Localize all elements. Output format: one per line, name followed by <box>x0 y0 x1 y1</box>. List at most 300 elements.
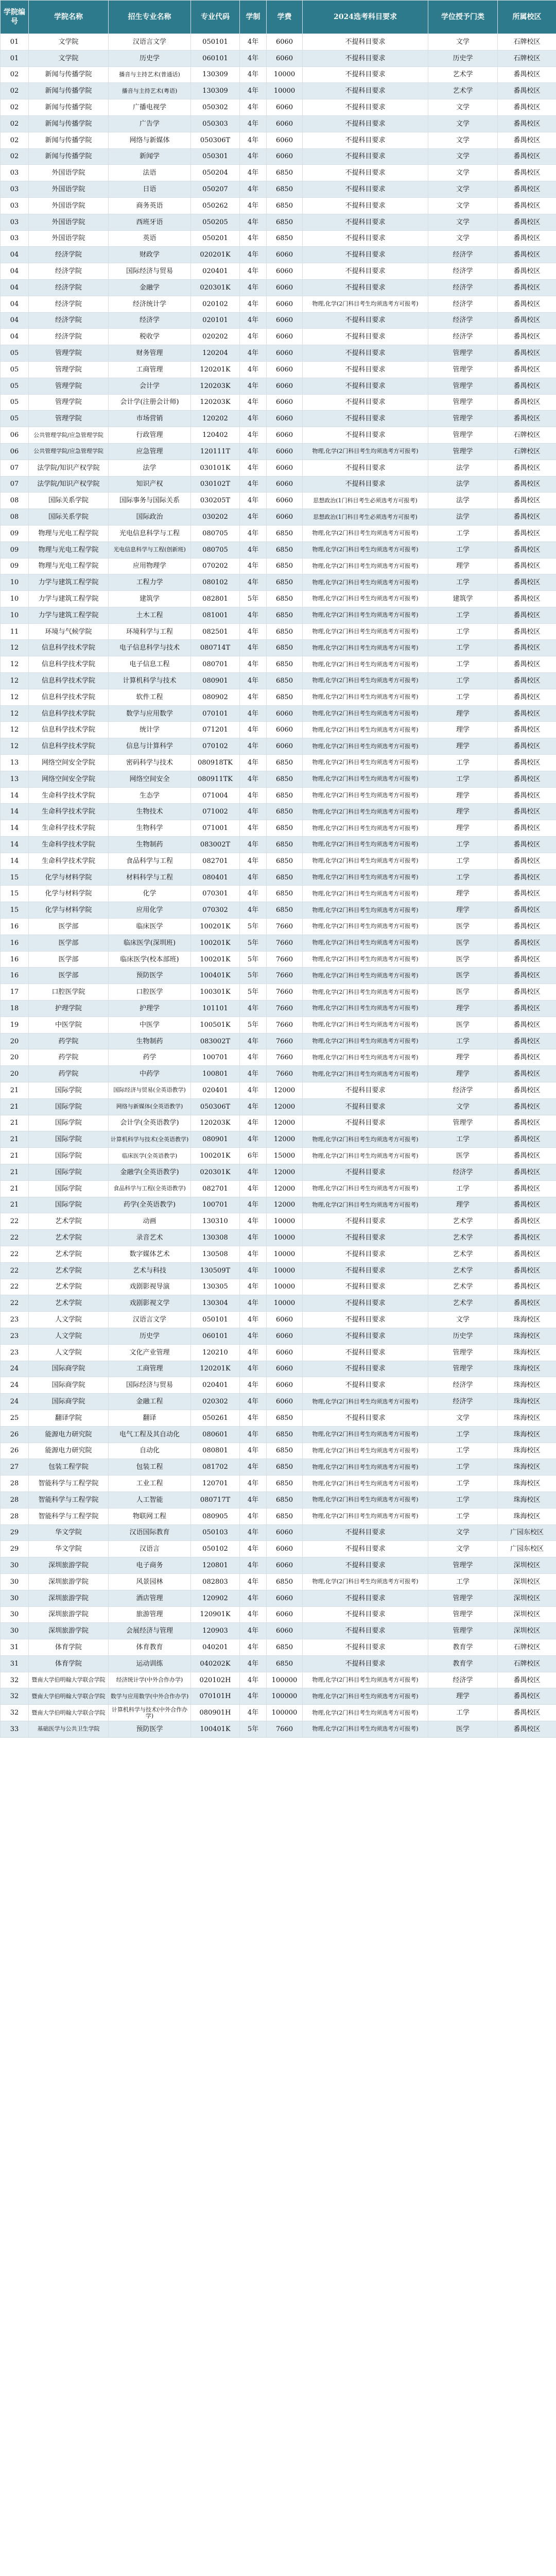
tuition-cell: 10000 <box>267 1262 303 1279</box>
college-name-cell: 药学院 <box>29 1066 109 1082</box>
degree-category-cell: 工学 <box>428 1131 498 1148</box>
major-code-cell: 130309 <box>191 66 240 83</box>
subject-requirement-cell: 物理,化学(2门科目考生均须选考方可报考) <box>303 755 428 771</box>
major-name-cell: 经济统计学 <box>109 296 191 312</box>
subject-requirement-cell: 物理,化学(2门科目考生均须选考方可报考) <box>303 574 428 591</box>
degree-category-cell: 经济学 <box>428 1377 498 1394</box>
tuition-cell: 6850 <box>267 1508 303 1524</box>
degree-category-cell: 经济学 <box>428 329 498 345</box>
major-code-cell: 100701 <box>191 1049 240 1066</box>
campus-cell: 番禺校区 <box>498 820 556 837</box>
table-row <box>1 1246 556 1262</box>
subject-requirement-cell: 物理,化学(2门科目考生均须选考方可报考) <box>303 1394 428 1410</box>
tuition-cell: 12000 <box>267 1180 303 1197</box>
campus-cell: 番禺校区 <box>498 1295 556 1312</box>
degree-category-cell: 工学 <box>428 1033 498 1049</box>
tuition-cell: 6060 <box>267 115 303 132</box>
tuition-cell: 6060 <box>267 50 303 66</box>
major-name-cell: 药学(全英语教学) <box>109 1197 191 1213</box>
degree-category-cell: 理学 <box>428 1066 498 1082</box>
table-row <box>1 869 556 886</box>
table-row <box>1 1557 556 1574</box>
degree-category-cell: 管理学 <box>428 1606 498 1623</box>
college-code-cell: 32 <box>1 1705 29 1721</box>
tuition-cell: 6060 <box>267 394 303 411</box>
tuition-cell: 6060 <box>267 1606 303 1623</box>
table-row <box>1 1476 556 1492</box>
college-name-cell: 外国语学院 <box>29 230 109 247</box>
degree-category-cell: 法学 <box>428 493 498 509</box>
subject-requirement-cell: 不提科目要求 <box>303 378 428 394</box>
major-code-cell: 081702 <box>191 1459 240 1476</box>
college-name-cell: 网络空间安全学院 <box>29 755 109 771</box>
table-row <box>1 755 556 771</box>
major-code-cell: 080705 <box>191 541 240 558</box>
subject-requirement-cell: 物理,化学(2门科目考生均须选考方可报考) <box>303 1148 428 1164</box>
tuition-cell: 6060 <box>267 329 303 345</box>
major-code-cell: 100401K <box>191 1721 240 1738</box>
campus-cell: 广园东校区 <box>498 1541 556 1557</box>
campus-cell: 珠海校区 <box>498 1492 556 1508</box>
subject-requirement-cell: 不提科目要求 <box>303 1639 428 1656</box>
major-code-cell: 082501 <box>191 623 240 640</box>
degree-category-cell: 文学 <box>428 148 498 165</box>
college-code-cell: 02 <box>1 132 29 148</box>
table-row <box>1 738 556 755</box>
degree-category-cell: 文学 <box>428 1541 498 1557</box>
college-name-cell: 外国语学院 <box>29 214 109 230</box>
duration-cell: 4年 <box>240 493 267 509</box>
degree-category-cell: 经济学 <box>428 263 498 280</box>
degree-category-cell: 理学 <box>428 1197 498 1213</box>
degree-category-cell: 历史学 <box>428 50 498 66</box>
college-name-cell: 口腔医学院 <box>29 984 109 1001</box>
campus-cell: 番禺校区 <box>498 1279 556 1295</box>
tuition-cell: 6850 <box>267 230 303 247</box>
college-code-cell: 24 <box>1 1377 29 1394</box>
tuition-cell: 6060 <box>267 263 303 280</box>
tuition-cell: 10000 <box>267 1213 303 1230</box>
college-name-cell: 经济学院 <box>29 247 109 263</box>
tuition-cell: 7660 <box>267 935 303 951</box>
campus-cell: 番禺校区 <box>498 1148 556 1164</box>
major-name-cell: 税收学 <box>109 329 191 345</box>
degree-category-cell: 文学 <box>428 165 498 181</box>
degree-category-cell: 教育学 <box>428 1639 498 1656</box>
campus-cell: 珠海校区 <box>498 1312 556 1328</box>
major-code-cell: 020401 <box>191 263 240 280</box>
major-name-cell: 风景园林 <box>109 1573 191 1590</box>
tuition-cell: 6060 <box>267 247 303 263</box>
college-code-cell: 05 <box>1 394 29 411</box>
tuition-cell: 6850 <box>267 214 303 230</box>
table-row <box>1 722 556 738</box>
tuition-cell: 100000 <box>267 1705 303 1721</box>
subject-requirement-cell: 不提科目要求 <box>303 132 428 148</box>
tuition-cell: 10000 <box>267 1295 303 1312</box>
subject-requirement-cell: 不提科目要求 <box>303 181 428 198</box>
duration-cell: 5年 <box>240 984 267 1001</box>
major-code-cell: 080801 <box>191 1443 240 1459</box>
degree-category-cell: 艺术学 <box>428 1295 498 1312</box>
college-code-cell: 05 <box>1 411 29 427</box>
degree-category-cell: 医学 <box>428 968 498 984</box>
college-name-cell: 文学院 <box>29 34 109 50</box>
degree-category-cell: 工学 <box>428 689 498 705</box>
campus-cell: 石牌校区 <box>498 50 556 66</box>
campus-cell: 番禺校区 <box>498 1705 556 1721</box>
college-code-cell: 15 <box>1 886 29 902</box>
table-row <box>1 607 556 623</box>
major-code-cell: 020301K <box>191 279 240 296</box>
college-code-cell: 21 <box>1 1131 29 1148</box>
college-name-cell: 医学部 <box>29 951 109 968</box>
table-row <box>1 509 556 526</box>
degree-category-cell: 医学 <box>428 1016 498 1033</box>
major-name-cell: 金融工程 <box>109 1394 191 1410</box>
subject-requirement-cell: 物理,化学(2门科目考生均须选考方可报考) <box>303 1131 428 1148</box>
campus-cell: 番禺校区 <box>498 99 556 116</box>
degree-category-cell: 工学 <box>428 1459 498 1476</box>
degree-category-cell: 管理学 <box>428 1590 498 1606</box>
college-name-cell: 能源电力研究院 <box>29 1443 109 1459</box>
campus-cell: 番禺校区 <box>498 951 556 968</box>
college-name-cell: 文学院 <box>29 50 109 66</box>
duration-cell: 4年 <box>240 361 267 378</box>
tuition-cell: 7660 <box>267 1721 303 1738</box>
college-code-cell: 29 <box>1 1524 29 1541</box>
table-row <box>1 263 556 280</box>
tuition-cell: 100000 <box>267 1688 303 1705</box>
major-name-cell: 网络与新媒体 <box>109 132 191 148</box>
duration-cell: 4年 <box>240 1377 267 1394</box>
table-row <box>1 1197 556 1213</box>
tuition-cell: 6060 <box>267 722 303 738</box>
major-code-cell: 050205 <box>191 214 240 230</box>
major-name-cell: 国际事务与国际关系 <box>109 493 191 509</box>
duration-cell: 4年 <box>240 1344 267 1361</box>
major-name-cell: 金融学 <box>109 279 191 296</box>
table-row <box>1 1328 556 1344</box>
college-code-cell: 03 <box>1 165 29 181</box>
major-code-cell: 070302 <box>191 902 240 919</box>
subject-requirement-cell: 物理,化学(2门科目考生均须选考方可报考) <box>303 541 428 558</box>
duration-cell: 4年 <box>240 820 267 837</box>
subject-requirement-cell: 不提科目要求 <box>303 148 428 165</box>
subject-requirement-cell: 不提科目要求 <box>303 1655 428 1672</box>
college-code-cell: 18 <box>1 1001 29 1017</box>
college-name-cell: 信息科学技术学院 <box>29 722 109 738</box>
major-name-cell: 历史学 <box>109 1328 191 1344</box>
college-name-cell: 华文学院 <box>29 1541 109 1557</box>
major-code-cell: 020302 <box>191 1394 240 1410</box>
campus-cell: 番禺校区 <box>498 1115 556 1131</box>
duration-cell: 5年 <box>240 951 267 968</box>
college-code-cell: 06 <box>1 427 29 444</box>
college-code-cell: 02 <box>1 99 29 116</box>
table-row <box>1 837 556 853</box>
subject-requirement-cell: 物理,化学(2门科目考生均须选考方可报考) <box>303 1672 428 1688</box>
tuition-cell: 6060 <box>267 361 303 378</box>
duration-cell: 4年 <box>240 1394 267 1410</box>
subject-requirement-cell: 不提科目要求 <box>303 1098 428 1115</box>
tuition-cell: 6850 <box>267 755 303 771</box>
table-row <box>1 34 556 50</box>
college-code-cell: 30 <box>1 1573 29 1590</box>
duration-cell: 4年 <box>240 640 267 656</box>
table-row <box>1 230 556 247</box>
tuition-cell: 10000 <box>267 66 303 83</box>
college-name-cell: 生命科学技术学院 <box>29 837 109 853</box>
campus-cell: 番禺校区 <box>498 1016 556 1033</box>
campus-cell: 番禺校区 <box>498 804 556 820</box>
table-row <box>1 83 556 99</box>
college-name-cell: 力学与建筑工程学院 <box>29 574 109 591</box>
college-code-cell: 10 <box>1 574 29 591</box>
college-name-cell: 国际学院 <box>29 1115 109 1131</box>
major-code-cell: 080705 <box>191 525 240 541</box>
major-code-cell: 050207 <box>191 181 240 198</box>
major-code-cell: 081001 <box>191 607 240 623</box>
duration-cell: 4年 <box>240 329 267 345</box>
college-code-cell: 12 <box>1 656 29 673</box>
major-name-cell: 预防医学 <box>109 968 191 984</box>
table-row <box>1 1639 556 1656</box>
tuition-cell: 7660 <box>267 1066 303 1082</box>
subject-requirement-cell: 物理,化学(2门科目考生均须选考方可报考) <box>303 1459 428 1476</box>
major-code-cell: 082701 <box>191 853 240 869</box>
subject-requirement-cell: 物理,化学(2门科目考生均须选考方可报考) <box>303 607 428 623</box>
table-row <box>1 1394 556 1410</box>
major-name-cell: 录音艺术 <box>109 1230 191 1246</box>
campus-cell: 番禺校区 <box>498 935 556 951</box>
campus-cell: 番禺校区 <box>498 394 556 411</box>
college-code-cell: 01 <box>1 34 29 50</box>
college-code-cell: 06 <box>1 443 29 460</box>
degree-category-cell: 管理学 <box>428 1623 498 1639</box>
major-name-cell: 数学与应用数学(中外合作办学) <box>109 1688 191 1705</box>
college-name-cell: 外国语学院 <box>29 165 109 181</box>
table-row <box>1 1377 556 1394</box>
degree-category-cell: 工学 <box>428 1508 498 1524</box>
duration-cell: 4年 <box>240 722 267 738</box>
table-row <box>1 1098 556 1115</box>
subject-requirement-cell: 不提科目要求 <box>303 476 428 493</box>
campus-cell: 石牌校区 <box>498 1639 556 1656</box>
degree-category-cell: 工学 <box>428 640 498 656</box>
college-code-cell: 24 <box>1 1361 29 1377</box>
major-code-cell: 100401K <box>191 968 240 984</box>
duration-cell: 4年 <box>240 837 267 853</box>
major-name-cell: 商务英语 <box>109 197 191 214</box>
tuition-cell: 6060 <box>267 279 303 296</box>
table-row <box>1 345 556 362</box>
campus-cell: 番禺校区 <box>498 541 556 558</box>
duration-cell: 4年 <box>240 755 267 771</box>
degree-category-cell: 艺术学 <box>428 1230 498 1246</box>
campus-cell: 深圳校区 <box>498 1606 556 1623</box>
tuition-cell: 6850 <box>267 771 303 787</box>
subject-requirement-cell: 不提科目要求 <box>303 99 428 116</box>
major-code-cell: 080714T <box>191 640 240 656</box>
subject-requirement-cell: 不提科目要求 <box>303 214 428 230</box>
table-row <box>1 50 556 66</box>
college-name-cell: 信息科学技术学院 <box>29 640 109 656</box>
tuition-cell: 6850 <box>267 886 303 902</box>
subject-requirement-cell: 不提科目要求 <box>303 460 428 476</box>
major-code-cell: 130304 <box>191 1295 240 1312</box>
major-name-cell: 日语 <box>109 181 191 198</box>
major-name-cell: 应急管理 <box>109 443 191 460</box>
college-name-cell: 公共管理学院/应急管理学院 <box>29 443 109 460</box>
table-row <box>1 361 556 378</box>
college-name-cell: 智能科学与工程学院 <box>29 1476 109 1492</box>
college-code-cell: 05 <box>1 345 29 362</box>
tuition-cell: 6060 <box>267 312 303 329</box>
major-code-cell: 082801 <box>191 591 240 607</box>
campus-cell: 番禺校区 <box>498 1066 556 1082</box>
table-row <box>1 919 556 935</box>
subject-requirement-cell: 物理,化学(2门科目考生均须选考方可报考) <box>303 820 428 837</box>
college-name-cell: 华文学院 <box>29 1524 109 1541</box>
degree-category-cell: 工学 <box>428 656 498 673</box>
duration-cell: 4年 <box>240 279 267 296</box>
major-code-cell: 080701 <box>191 656 240 673</box>
table-row <box>1 165 556 181</box>
major-code-cell: 071201 <box>191 722 240 738</box>
degree-category-cell: 理学 <box>428 886 498 902</box>
table-row <box>1 1312 556 1328</box>
table-row <box>1 247 556 263</box>
tuition-cell: 100000 <box>267 1672 303 1688</box>
college-code-cell: 04 <box>1 263 29 280</box>
college-code-cell: 13 <box>1 771 29 787</box>
degree-category-cell: 历史学 <box>428 1328 498 1344</box>
tuition-cell: 6060 <box>267 493 303 509</box>
college-code-cell: 22 <box>1 1295 29 1312</box>
degree-category-cell: 文学 <box>428 1410 498 1426</box>
table-row <box>1 820 556 837</box>
tuition-cell: 6060 <box>267 443 303 460</box>
subject-requirement-cell: 物理,化学(2门科目考生均须选考方可报考) <box>303 1443 428 1459</box>
major-code-cell: 050103 <box>191 1524 240 1541</box>
duration-cell: 4年 <box>240 99 267 116</box>
college-name-cell: 医学部 <box>29 935 109 951</box>
college-name-cell: 国际学院 <box>29 1164 109 1180</box>
subject-requirement-cell: 不提科目要求 <box>303 115 428 132</box>
subject-requirement-cell: 不提科目要求 <box>303 1164 428 1180</box>
major-name-cell: 电子信息科学与技术 <box>109 640 191 656</box>
tuition-cell: 6060 <box>267 1394 303 1410</box>
duration-cell: 4年 <box>240 345 267 362</box>
degree-category-cell: 文学 <box>428 99 498 116</box>
duration-cell: 4年 <box>240 558 267 574</box>
subject-requirement-cell: 不提科目要求 <box>303 66 428 83</box>
campus-cell: 番禺校区 <box>498 345 556 362</box>
table-row <box>1 411 556 427</box>
table-row <box>1 1426 556 1443</box>
tuition-cell: 7660 <box>267 968 303 984</box>
college-name-cell: 物理与光电工程学院 <box>29 558 109 574</box>
college-code-cell: 11 <box>1 623 29 640</box>
duration-cell: 4年 <box>240 525 267 541</box>
tuition-cell: 7660 <box>267 919 303 935</box>
subject-requirement-cell: 物理,化学(2门科目考生均须选考方可报考) <box>303 984 428 1001</box>
major-name-cell: 生态学 <box>109 787 191 804</box>
major-name-cell: 药学 <box>109 1049 191 1066</box>
campus-cell: 番禺校区 <box>498 591 556 607</box>
college-name-cell: 力学与建筑工程学院 <box>29 591 109 607</box>
major-code-cell: 050201 <box>191 230 240 247</box>
duration-cell: 4年 <box>240 1426 267 1443</box>
tuition-cell: 12000 <box>267 1197 303 1213</box>
college-code-cell: 14 <box>1 787 29 804</box>
table-row <box>1 623 556 640</box>
college-code-cell: 10 <box>1 607 29 623</box>
degree-category-cell: 艺术学 <box>428 1246 498 1262</box>
table-row <box>1 378 556 394</box>
degree-category-cell: 理学 <box>428 722 498 738</box>
duration-cell: 4年 <box>240 771 267 787</box>
college-name-cell: 深圳旅游学院 <box>29 1606 109 1623</box>
college-name-cell: 医学部 <box>29 919 109 935</box>
college-code-cell: 30 <box>1 1590 29 1606</box>
table-row <box>1 443 556 460</box>
tuition-cell: 6060 <box>267 99 303 116</box>
subject-requirement-cell: 不提科目要求 <box>303 1328 428 1344</box>
table-row <box>1 132 556 148</box>
campus-cell: 番禺校区 <box>498 115 556 132</box>
table-row <box>1 476 556 493</box>
college-name-cell: 深圳旅游学院 <box>29 1590 109 1606</box>
major-code-cell: 120903 <box>191 1623 240 1639</box>
campus-cell: 番禺校区 <box>498 1213 556 1230</box>
major-code-cell: 050102 <box>191 1541 240 1557</box>
duration-cell: 5年 <box>240 591 267 607</box>
degree-category-cell: 理学 <box>428 804 498 820</box>
campus-cell: 番禺校区 <box>498 1033 556 1049</box>
campus-cell: 珠海校区 <box>498 1443 556 1459</box>
college-code-cell: 05 <box>1 361 29 378</box>
major-code-cell: 071004 <box>191 787 240 804</box>
major-name-cell: 中药学 <box>109 1066 191 1082</box>
degree-category-cell: 理学 <box>428 1688 498 1705</box>
tuition-cell: 6850 <box>267 197 303 214</box>
college-code-cell: 08 <box>1 509 29 526</box>
major-name-cell: 人工智能 <box>109 1492 191 1508</box>
campus-cell: 番禺校区 <box>498 1230 556 1246</box>
college-name-cell: 环境与气候学院 <box>29 623 109 640</box>
major-name-cell: 酒店管理 <box>109 1590 191 1606</box>
major-code-cell: 071002 <box>191 804 240 820</box>
degree-category-cell: 艺术学 <box>428 1279 498 1295</box>
college-name-cell: 医学部 <box>29 968 109 984</box>
table-row <box>1 1279 556 1295</box>
table-row <box>1 1230 556 1246</box>
college-name-cell: 信息科学技术学院 <box>29 673 109 689</box>
campus-cell: 番禺校区 <box>498 1688 556 1705</box>
table-row <box>1 541 556 558</box>
subject-requirement-cell: 物理,化学(2门科目考生均须选考方可报考) <box>303 1001 428 1017</box>
college-code-cell: 04 <box>1 247 29 263</box>
major-code-cell: 130309 <box>191 83 240 99</box>
major-name-cell: 新闻学 <box>109 148 191 165</box>
duration-cell: 4年 <box>240 656 267 673</box>
subject-requirement-cell: 不提科目要求 <box>303 1541 428 1557</box>
duration-cell: 4年 <box>240 1082 267 1099</box>
table-row <box>1 1049 556 1066</box>
major-name-cell: 自动化 <box>109 1443 191 1459</box>
